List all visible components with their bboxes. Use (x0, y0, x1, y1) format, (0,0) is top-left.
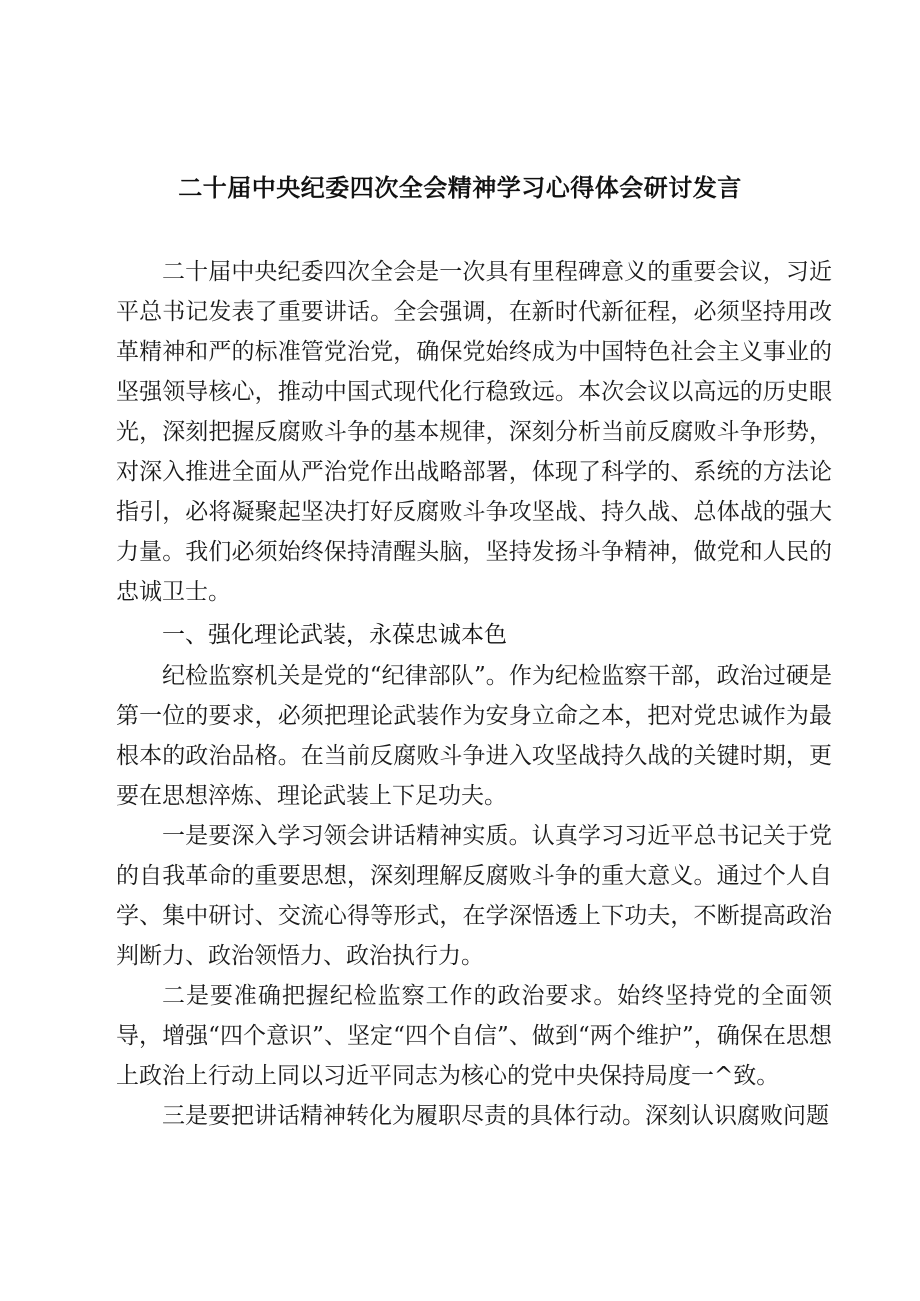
document-body (116, 252, 832, 1136)
section1-paragraph-4: 三是要把讲话精神转化为履职尽责的具体行动。深刻认识腐败问题 (162, 1103, 829, 1129)
section-heading-1: 一、强化理论武装，永葆忠诚本色 (162, 622, 507, 648)
intro-paragraph: 二十届中央纪委四次全会是一次具有里程碑意义的重要会议，习近平总书记发表了重要讲话。全会强调，在新时代新征程，必须坚持用改革精神和严的标准管党治党，确保党始终成为中国特色社会主义事业的坚强领导核心，推动中国式现代化行稳致远。本次会议以高远的历史眼光，深刻把握反腐败斗争的基本规律，深刻分析当前反腐败斗争形势，对深入推进全面从严治党作出战略部署，体现了科学的、系统的方法论指引，必将凝聚起坚决打好反腐败斗争攻坚战、持久战、总体战的强大力量。我们必须始终保持清醒头脑，坚持发扬斗争精神，做党和人民的忠诚卫士。 (116, 259, 832, 605)
section1-paragraph-1: 纪检监察机关是党的“纪律部队”。作为纪检监察干部，政治过硬是第一位的要求，必须把理论武装作为安身立命之本，把对党忠诚作为最根本的政治品格。在当前反腐败斗争进入攻坚战持久战的关键时期，更要在思想淬炼、理论武装上下足功夫。 (116, 663, 832, 809)
section1-paragraph-2: 一是要深入学习领会讲话精神实质。认真学习习近平总书记关于党的自我革命的重要思想，深刻理解反腐败斗争的重大意义。通过个人自学、集中研讨、交流心得等形式，在学深悟透上下功夫，不断提高政治判断力、政治领悟力、政治执行力。 (116, 823, 832, 969)
section1-paragraph-3: 二是要准确把握纪检监察工作的政治要求。始终坚持党的全面领导，增强“四个意识”、坚定“四个自信”、做到“两个维护”，确保在思想上政治上行动上同以习近平同志为核心的党中央保持局度一^致。 (116, 983, 832, 1089)
document-title: 二十届中央纪委四次全会精神学习心得体会研讨发言 (178, 174, 742, 202)
